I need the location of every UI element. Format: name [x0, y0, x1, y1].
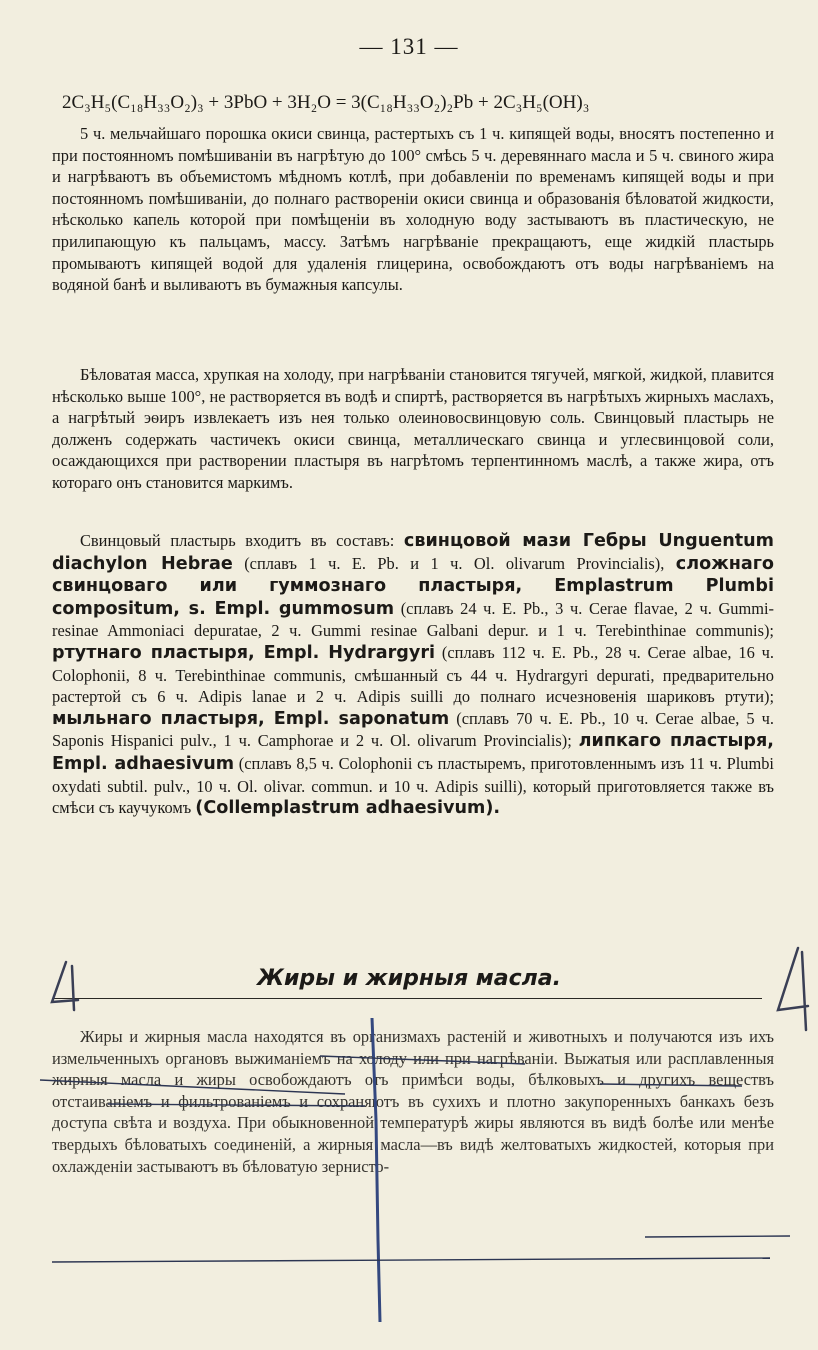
paragraph-2: Бѣловатая масса, хрупкая на холоду, при нагрѣваніи становится тягучей, мягкой, жидкой, плавится нѣсколько выше 100°, не растворяется въ водѣ и спиртѣ, растворяется въ нагрѣтыхъ жирныхъ маслахъ, а нагрѣтый эѳиръ извлекаетъ изъ нея только олеиновосвинцовую соль. Свинцовый пластырь не долженъ содержать частичекъ окиси свинца, металлическаго свинца и углесвинцовой соли, осаждающихся при растворении пластыря въ нагрѣтомъ терпентинномъ маслѣ, а также жира, отъ котораго онъ становится маркимъ.	[52, 365, 774, 492]
text-run: (сплавъ 8,5 ч. Colophonii съ пластыремъ, приготовленнымъ изъ 11 ч. Plumbi oxydati subtil. pulv., 10 ч. Ol. olivar. commun. и 10 ч. Adipis suilli), который приготовляется также въ смѣси съ каучукомъ	[52, 753, 774, 818]
term-emplastrum-plumbi-compositum: сложнаго свинцоваго или гуммознаго пластыря, Emplastrum Plumbi compositum, s. Empl. gummosum	[52, 553, 775, 619]
pencil-strike-line-5	[645, 1236, 790, 1237]
section-rule	[52, 998, 762, 999]
text-run: Свинцовый пластырь входитъ въ составъ:	[80, 531, 404, 550]
pencil-strike-line-6	[52, 1258, 770, 1262]
term-unguentum-diachylon: свинцовой мази Гебры Unguentum diachylon Hebrae	[52, 531, 774, 574]
term-empl-saponatum: мыльнаго пластыря, Empl. saponatum	[52, 708, 450, 729]
paragraph-fats-and-oils	[52, 1026, 774, 1177]
paragraph-lead-plaster-compositions	[52, 530, 774, 820]
text-run: (сплавъ 112 ч. E. Pb., 28 ч. Cerae albae, 16 ч. Colophonii, 8 ч. Terebinthinae communis, смѣшанный съ 44 ч. Hydrargyri depurati, предварительно растертой съ 6 ч. Adipis lanae и 2 ч. Adipis suilli до полнаго исчезновенія шариковъ ртути);	[52, 642, 775, 707]
paragraph-1: 5 ч. мельчайшаго порошка окиси свинца, растертыхъ съ 1 ч. кипящей воды, вносятъ постепенно и при постоянномъ помѣшиваніи въ нагрѣтую до 100° смѣсь 5 ч. деревяннаго масла и 5 ч. свиного жира и нагрѣваютъ въ объемистомъ мѣдномъ котлѣ, при добавленіи по временамъ кипящей воды и при постоянномъ помѣшиваніи, до полнаго раствореніи окиси свинца и образованія бѣловатой жидкости, нѣсколько капель которой при помѣщеніи въ холодную воду застываютъ въ пластическую, не прилипающую къ пальцамъ, массу. Затѣмъ нагрѣваніе прекращаютъ, еще жидкій пластырь промываютъ кипящей водой для удаленія глицерина, освобождаютъ отъ воды нагрѣваніемъ на водяной банѣ и выливаютъ въ бумажныя капсулы.	[52, 124, 774, 295]
paragraph-lead-plaster-properties	[52, 364, 774, 494]
chemical-formula: 2C₃H₅(C₁₈H₃₃O₂)₃ + 3PbO + 3H₂O = 3(C₁₈H₃₃O₂)₂Pb + 2C₃H₅(OH)₃	[62, 92, 590, 113]
paragraph-4: Жиры и жирныя масла находятся въ организмахъ растеній и животныхъ и получаются изъ ихъ измельченныхъ органовъ выжиманіемъ на холоду или при нагрѣваніи. Выжатыя или расплавленныя жирныя масла и жиры освобождаютъ отъ примѣси воды, бѣлковыхъ и другихъ веществъ отстаиваніемъ и фильтрованіемъ и сохраняютъ въ сухихъ и плотно закупоренныхъ банкахъ безъ доступа свѣта и воздуха. При обыкновенной температурѣ жиры являются въ видѣ болѣе или менѣе твердыхъ бѣловатыхъ соединеній, а жирныя масла—въ видѣ желтоватыхъ жидкостей, которыя при охлажденіи застываютъ въ бѣловатую зернисто-	[52, 1027, 774, 1176]
paragraph-lead-plaster-preparation	[52, 123, 774, 296]
text-run: (сплавъ 70 ч. E. Pb., 10 ч. Cerae albae, 5 ч. Saponis Hispanici pulv., 1 ч. Camphorae и 2 ч. Ol. olivarum Provincialis);	[52, 708, 774, 751]
text-run: (сплавъ 1 ч. E. Pb. и 1 ч. Ol. olivarum Provincialis),	[232, 553, 676, 573]
term-collemplastrum: (Collemplastrum adhaesivum).	[195, 798, 501, 819]
paragraph-3	[52, 530, 774, 820]
term-empl-adhaesivum: липкаго пластыря, Empl. adhaesivum	[52, 731, 774, 774]
term-empl-hydrargyri: ртутнаго пластыря, Empl. Hydrargyri	[52, 642, 436, 663]
page-number: — 131 —	[359, 34, 459, 59]
text-run: (сплавъ 24 ч. E. Pb., 3 ч. Cerae flavae, 2 ч. Gummi-resinae Ammoniaci depuratae, 2 ч. Gummi resinae Galbani depur. и 1 ч. Terebinthinae communis);	[52, 598, 774, 641]
section-title: Жиры и жирныя масла.	[257, 966, 561, 991]
